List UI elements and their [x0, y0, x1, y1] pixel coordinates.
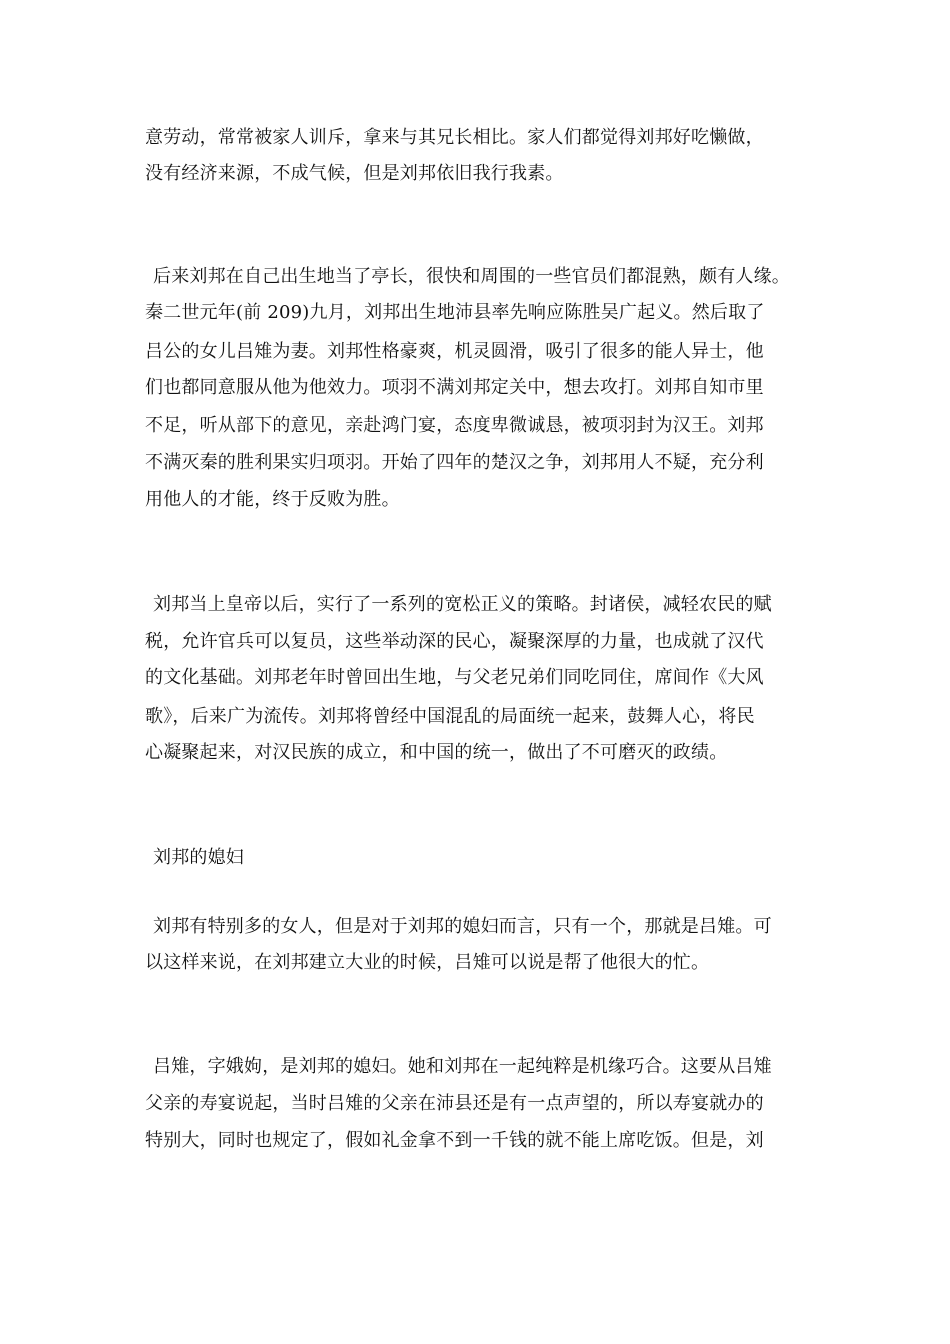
- text-line: 吕公的女儿吕雉为妻。刘邦性格豪爽，机灵圆滑，吸引了很多的能人异士，他: [145, 341, 764, 362]
- text-line: 税，允许官兵可以复员，这些举动深的民心，凝聚深厚的力量，也成就了汉代: [145, 631, 764, 652]
- text-line: 不满灭秦的胜利果实归项羽。开始了四年的楚汉之争，刘邦用人不疑，充分利: [145, 452, 764, 473]
- text-line: 意劳动，常常被家人训斥，拿来与其兄长相比。家人们都觉得刘邦好吃懒做，: [145, 127, 764, 148]
- section-heading: 刘邦的媳妇: [153, 847, 244, 868]
- text-line: 吕雉，字娥姁，是刘邦的媳妇。她和刘邦在一起纯粹是机缘巧合。这要从吕雉: [153, 1056, 772, 1077]
- text-line: 们也都同意服从他为他效力。项羽不满刘邦定关中，想去攻打。刘邦自知市里: [145, 377, 764, 398]
- text-line: 心凝聚起来，对汉民族的成立，和中国的统一，做出了不可磨灭的政绩。: [145, 742, 728, 763]
- text-line: 以这样来说，在刘邦建立大业的时候，吕雉可以说是帮了他很大的忙。: [145, 952, 710, 973]
- text-line: 父亲的寿宴说起，当时吕雉的父亲在沛县还是有一点声望的，所以寿宴就办的: [145, 1093, 764, 1114]
- text-line: 不足，听从部下的意见，亲赴鸿门宴，态度卑微诚恳，被项羽封为汉王。刘邦: [145, 415, 764, 436]
- text-line: 后来刘邦在自己出生地当了亭长，很快和周围的一些官员们都混熟，颇有人缘。: [153, 266, 790, 287]
- text-line: 用他人的才能，终于反败为胜。: [145, 489, 400, 510]
- text-line: 歌》，后来广为流传。刘邦将曾经中国混乱的局面统一起来，鼓舞人心，将民: [145, 706, 755, 727]
- text-line: 的文化基础。刘邦老年时曾回出生地，与父老兄弟们同吃同住，席间作《大风: [145, 667, 764, 688]
- text-line: 没有经济来源，不成气候，但是刘邦依旧我行我素。: [145, 163, 564, 184]
- text-line: 刘邦当上皇帝以后，实行了一系列的宽松正义的策略。封诸侯，减轻农民的赋: [153, 594, 772, 615]
- text-line: 秦二世元年(前 209)九月，刘邦出生地沛县率先响应陈胜吴广起义。然后取了: [145, 302, 765, 323]
- text-line: 刘邦有特别多的女人，但是对于刘邦的媳妇而言，只有一个，那就是吕雉。可: [153, 916, 772, 937]
- text-line: 特别大，同时也规定了，假如礼金拿不到一千钱的就不能上席吃饭。但是，刘: [145, 1130, 764, 1151]
